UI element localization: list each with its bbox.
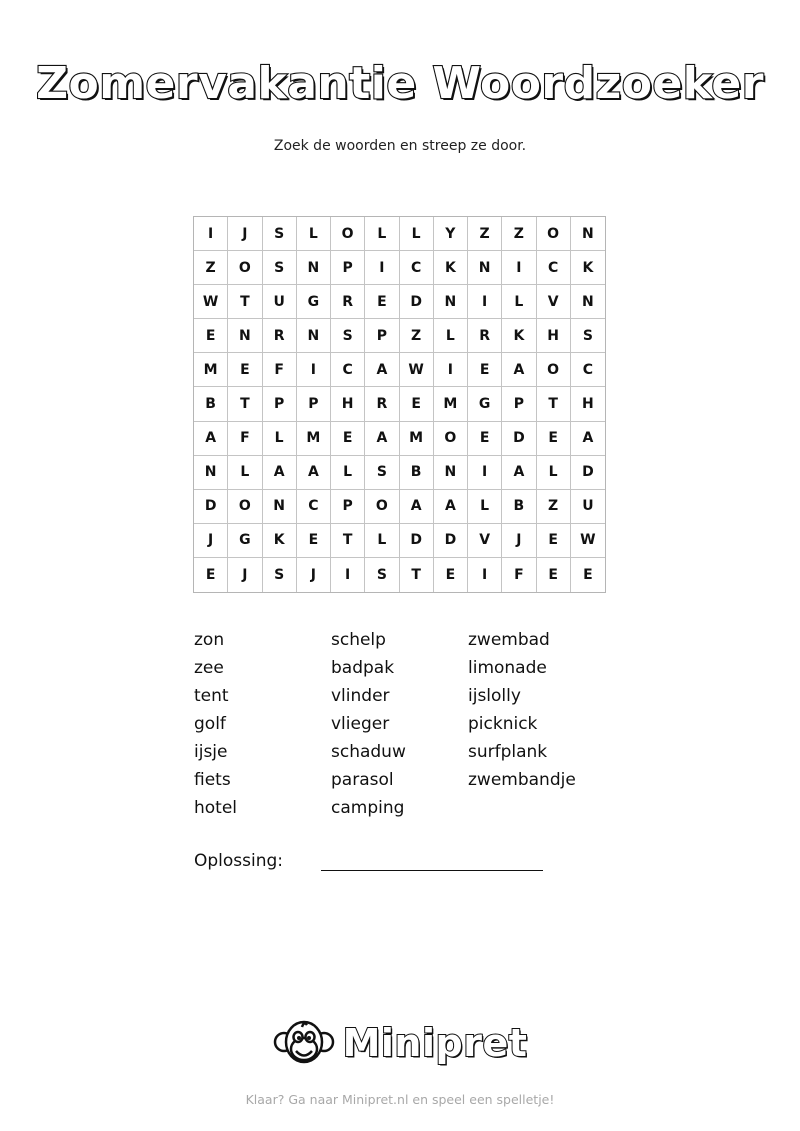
grid-cell[interactable]: S bbox=[263, 217, 297, 251]
grid-cell[interactable]: U bbox=[263, 285, 297, 319]
grid-cell[interactable]: I bbox=[468, 285, 502, 319]
grid-cell[interactable]: E bbox=[537, 558, 571, 592]
grid-cell[interactable]: D bbox=[194, 490, 228, 524]
grid-cell[interactable]: H bbox=[331, 387, 365, 421]
grid-cell[interactable]: M bbox=[400, 422, 434, 456]
grid-cell[interactable]: Z bbox=[537, 490, 571, 524]
grid-cell[interactable]: A bbox=[400, 490, 434, 524]
grid-cell[interactable]: O bbox=[537, 217, 571, 251]
grid-cell[interactable]: E bbox=[468, 422, 502, 456]
grid-cell[interactable]: B bbox=[194, 387, 228, 421]
grid-cell[interactable]: L bbox=[400, 217, 434, 251]
grid-cell[interactable]: E bbox=[194, 319, 228, 353]
grid-cell[interactable]: N bbox=[263, 490, 297, 524]
grid-cell[interactable]: C bbox=[400, 251, 434, 285]
grid-cell[interactable]: S bbox=[331, 319, 365, 353]
grid-cell[interactable]: L bbox=[537, 456, 571, 490]
grid-cell[interactable]: N bbox=[571, 285, 605, 319]
grid-cell[interactable]: D bbox=[400, 285, 434, 319]
grid-cell[interactable]: E bbox=[537, 524, 571, 558]
grid-cell[interactable]: L bbox=[468, 490, 502, 524]
grid-cell[interactable]: B bbox=[400, 456, 434, 490]
grid-cell[interactable]: P bbox=[365, 319, 399, 353]
word-item: schelp bbox=[331, 630, 386, 650]
grid-cell[interactable]: T bbox=[228, 285, 262, 319]
grid-cell[interactable]: G bbox=[297, 285, 331, 319]
grid-cell[interactable]: A bbox=[571, 422, 605, 456]
grid-cell[interactable]: T bbox=[228, 387, 262, 421]
footer-text: Klaar? Ga naar Minipret.nl en speel een spelletje! bbox=[245, 1092, 555, 1107]
grid-cell[interactable]: P bbox=[331, 490, 365, 524]
grid-cell[interactable]: U bbox=[571, 490, 605, 524]
grid-cell[interactable]: K bbox=[263, 524, 297, 558]
grid-cell[interactable]: E bbox=[468, 353, 502, 387]
grid-cell[interactable]: A bbox=[297, 456, 331, 490]
grid-cell[interactable]: Z bbox=[468, 217, 502, 251]
grid-cell[interactable]: M bbox=[434, 387, 468, 421]
grid-cell[interactable]: W bbox=[194, 285, 228, 319]
grid-cell[interactable]: A bbox=[434, 490, 468, 524]
grid-cell[interactable]: V bbox=[468, 524, 502, 558]
grid-cell[interactable]: N bbox=[297, 251, 331, 285]
grid-cell[interactable]: F bbox=[263, 353, 297, 387]
monkey-face-icon bbox=[273, 1018, 335, 1068]
grid-cell[interactable]: E bbox=[297, 524, 331, 558]
grid-cell[interactable]: N bbox=[297, 319, 331, 353]
grid-cell[interactable]: D bbox=[571, 456, 605, 490]
grid-cell[interactable]: Y bbox=[434, 217, 468, 251]
grid-cell[interactable]: A bbox=[263, 456, 297, 490]
grid-cell[interactable]: P bbox=[263, 387, 297, 421]
grid-cell[interactable]: L bbox=[228, 456, 262, 490]
grid-cell[interactable]: A bbox=[365, 353, 399, 387]
grid-cell[interactable]: P bbox=[331, 251, 365, 285]
page-title: Zomervakantie Woordzoeker bbox=[36, 58, 764, 109]
word-item: zwembad bbox=[468, 630, 550, 650]
grid-cell[interactable]: E bbox=[583, 566, 593, 583]
grid-cell[interactable]: O bbox=[434, 422, 468, 456]
word-item: ijslolly bbox=[468, 686, 521, 706]
grid-cell[interactable]: K bbox=[571, 251, 605, 285]
word-list bbox=[194, 626, 614, 822]
grid-cell[interactable]: L bbox=[434, 319, 468, 353]
grid-cell[interactable]: I bbox=[331, 558, 365, 592]
grid-cell[interactable]: Z bbox=[194, 251, 228, 285]
grid-cell[interactable]: L bbox=[365, 217, 399, 251]
word-item: parasol bbox=[331, 770, 394, 790]
grid-cell[interactable]: E bbox=[331, 422, 365, 456]
grid-cell[interactable]: I bbox=[365, 251, 399, 285]
grid-cell[interactable]: H bbox=[571, 387, 605, 421]
grid-cell[interactable]: J bbox=[194, 524, 228, 558]
grid-cell[interactable]: N bbox=[468, 251, 502, 285]
grid-cell[interactable]: A bbox=[502, 353, 536, 387]
grid-cell[interactable]: Z bbox=[400, 319, 434, 353]
grid-cell[interactable]: V bbox=[537, 285, 571, 319]
grid-cell[interactable]: N bbox=[434, 456, 468, 490]
grid-cell[interactable]: I bbox=[468, 558, 502, 592]
word-item: surfplank bbox=[468, 742, 548, 762]
grid-cell[interactable]: G bbox=[228, 524, 262, 558]
grid-cell[interactable]: M bbox=[297, 422, 331, 456]
word-column bbox=[331, 626, 468, 822]
grid-cell[interactable]: N bbox=[571, 217, 605, 251]
grid-cell[interactable]: C bbox=[537, 251, 571, 285]
grid-cell[interactable]: C bbox=[297, 490, 331, 524]
word-item: zee bbox=[194, 658, 224, 678]
grid-cell[interactable]: W bbox=[400, 353, 434, 387]
grid-cell[interactable]: R bbox=[331, 285, 365, 319]
grid-cell[interactable]: A bbox=[365, 422, 399, 456]
grid-cell[interactable]: N bbox=[434, 285, 468, 319]
grid-cell[interactable]: B bbox=[502, 490, 536, 524]
grid-cell[interactable]: E bbox=[194, 558, 228, 592]
grid-cell[interactable]: L bbox=[331, 456, 365, 490]
grid-cell[interactable]: L bbox=[365, 524, 399, 558]
grid-cell[interactable]: S bbox=[365, 456, 399, 490]
grid-cell[interactable]: L bbox=[502, 285, 536, 319]
grid-cell[interactable]: I bbox=[502, 251, 536, 285]
grid-cell[interactable]: I bbox=[434, 353, 468, 387]
word-item: badpak bbox=[331, 658, 395, 678]
solution-answer-line[interactable] bbox=[321, 870, 543, 871]
word-item: schaduw bbox=[331, 742, 406, 762]
grid-cell[interactable]: S bbox=[263, 251, 297, 285]
grid-cell[interactable]: F bbox=[228, 422, 262, 456]
word-item: ijsje bbox=[194, 742, 228, 762]
word-item: camping bbox=[331, 798, 405, 818]
grid-cell[interactable]: A bbox=[194, 422, 228, 456]
grid-cell[interactable]: A bbox=[502, 456, 536, 490]
grid-cell[interactable]: N bbox=[228, 319, 262, 353]
word-item: limonade bbox=[468, 658, 547, 678]
grid-cell[interactable]: W bbox=[571, 524, 605, 558]
word-item: picknick bbox=[468, 714, 538, 734]
grid-cell[interactable]: E bbox=[537, 422, 571, 456]
grid-cell[interactable]: T bbox=[331, 524, 365, 558]
grid-cell[interactable]: S bbox=[365, 558, 399, 592]
grid-cell[interactable]: O bbox=[365, 490, 399, 524]
grid-cell[interactable]: G bbox=[468, 387, 502, 421]
grid-cell[interactable]: R bbox=[365, 387, 399, 421]
grid-cell[interactable]: O bbox=[331, 217, 365, 251]
grid-cell[interactable]: E bbox=[365, 285, 399, 319]
grid-cell[interactable]: J bbox=[228, 558, 262, 592]
grid-cell[interactable]: C bbox=[571, 353, 605, 387]
word-item: vlinder bbox=[331, 686, 390, 706]
grid-cell[interactable]: R bbox=[263, 319, 297, 353]
grid-cell[interactable]: S bbox=[263, 558, 297, 592]
grid-cell[interactable]: D bbox=[400, 524, 434, 558]
grid-cell[interactable]: C bbox=[331, 353, 365, 387]
grid-cell[interactable]: E bbox=[434, 558, 468, 592]
word-item: zon bbox=[194, 630, 225, 650]
grid-cell[interactable]: L bbox=[297, 217, 331, 251]
word-item: golf bbox=[194, 714, 226, 734]
grid-cell[interactable]: M bbox=[194, 353, 228, 387]
grid-cell[interactable]: E bbox=[228, 353, 262, 387]
word-column bbox=[194, 626, 331, 822]
grid-cell[interactable]: N bbox=[194, 456, 228, 490]
grid-cell[interactable]: O bbox=[228, 251, 262, 285]
grid-cell[interactable]: T bbox=[537, 387, 571, 421]
grid-cell[interactable]: R bbox=[468, 319, 502, 353]
grid-cell[interactable]: H bbox=[537, 319, 571, 353]
grid-cell[interactable]: O bbox=[228, 490, 262, 524]
grid-cell[interactable]: P bbox=[297, 387, 331, 421]
minipret-logo bbox=[0, 1018, 800, 1068]
grid-cell[interactable]: K bbox=[502, 319, 536, 353]
grid-cell[interactable]: I bbox=[468, 456, 502, 490]
solution-label: Oplossing: bbox=[194, 851, 284, 871]
grid-cell[interactable]: Z bbox=[502, 217, 536, 251]
grid-cell[interactable]: K bbox=[434, 251, 468, 285]
grid-cell[interactable]: F bbox=[502, 558, 536, 592]
grid-cell[interactable]: E bbox=[400, 387, 434, 421]
word-column bbox=[468, 626, 614, 822]
word-item: tent bbox=[194, 686, 229, 706]
word-item: zwembandje bbox=[468, 770, 576, 790]
instructions: Zoek de woorden en streep ze door. bbox=[273, 138, 527, 154]
word-item: fiets bbox=[194, 770, 231, 790]
word-item: vlieger bbox=[331, 714, 390, 734]
solution-section bbox=[194, 851, 283, 871]
grid-cell[interactable]: I bbox=[297, 353, 331, 387]
grid-cell[interactable]: P bbox=[502, 387, 536, 421]
logo-wordmark: Minipret bbox=[342, 1021, 528, 1065]
grid-cell[interactable]: S bbox=[571, 319, 605, 353]
grid-cell[interactable]: J bbox=[297, 558, 331, 592]
grid-cell[interactable]: J bbox=[228, 217, 262, 251]
grid-cell[interactable]: I bbox=[194, 217, 228, 251]
grid-cell[interactable]: L bbox=[263, 422, 297, 456]
grid-cell[interactable]: D bbox=[502, 422, 536, 456]
grid-cell[interactable]: D bbox=[434, 524, 468, 558]
word-item: hotel bbox=[194, 798, 238, 818]
letter-grid bbox=[193, 216, 606, 593]
grid-cell[interactable]: J bbox=[502, 524, 536, 558]
grid-cell[interactable]: O bbox=[537, 353, 571, 387]
grid-cell[interactable]: T bbox=[400, 558, 434, 592]
